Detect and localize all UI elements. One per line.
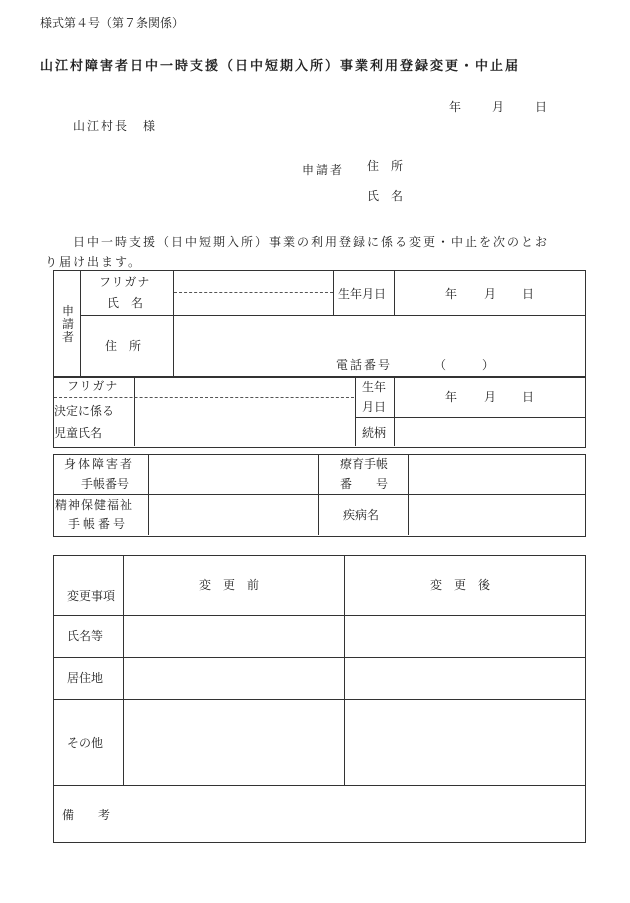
child-label-2: 児童氏名: [54, 426, 103, 440]
physical-handbook-label-2: 手帳番号: [81, 477, 130, 491]
remarks-label: 備 考: [62, 808, 111, 822]
mental-handbook-label-1: 精神保健福祉: [55, 498, 134, 512]
phone-paren-open: （: [434, 358, 447, 372]
mental-handbook-label-2: 手帳番号: [68, 517, 129, 531]
child-furigana-label: フリガナ: [67, 379, 119, 393]
child-birth-month: 月: [484, 390, 497, 404]
before-change-header: 変 更 前: [199, 578, 260, 592]
rehab-handbook-label-2: 番 号: [340, 477, 389, 491]
child-label-1: 決定に係る: [54, 404, 115, 418]
header-date-year: 年: [449, 100, 462, 114]
birthdate-day: 日: [522, 287, 535, 301]
rehab-handbook-label-1: 療育手帳: [340, 457, 389, 471]
addressee: 山江村長 様: [73, 119, 158, 133]
furigana-label: フリガナ: [99, 275, 151, 289]
intro-line-2: り届け出ます。: [45, 255, 143, 269]
applicant-vertical-3: 者: [62, 330, 75, 344]
applicant-address-label: 住 所: [367, 159, 404, 173]
row-other-label: その他: [67, 736, 104, 750]
row-name-label: 氏名等: [67, 629, 104, 643]
birthdate-label: 生年月日: [338, 287, 387, 301]
birthdate-month: 月: [484, 287, 497, 301]
applicant-vertical-1: 申: [62, 304, 75, 318]
physical-handbook-label-1: 身体障害者: [64, 457, 135, 471]
header-date-month: 月: [492, 100, 505, 114]
name-label: 氏 名: [107, 296, 144, 310]
address-label: 住 所: [105, 339, 142, 353]
child-birth-label-2: 月日: [362, 400, 387, 414]
applicant-vertical-2: 請: [62, 317, 75, 331]
phone-label: 電話番号: [336, 358, 393, 372]
applicant-label: 申請者: [302, 163, 345, 177]
child-birth-year: 年: [445, 390, 458, 404]
page-title: 山江村障害者日中一時支援（日中短期入所）事業利用登録変更・中止届: [40, 59, 521, 74]
disease-label: 疾病名: [343, 508, 380, 522]
header-date-day: 日: [535, 100, 548, 114]
applicant-name-label: 氏 名: [367, 189, 404, 203]
child-birth-day: 日: [522, 390, 535, 404]
intro-line-1: 日中一時支援（日中短期入所）事業の利用登録に係る変更・中止を次のとお: [73, 235, 550, 249]
child-table: [53, 376, 586, 448]
after-change-header: 変 更 後: [430, 578, 491, 592]
change-items-header: 変更事項: [67, 589, 116, 603]
row-residence-label: 居住地: [67, 671, 104, 685]
phone-paren-close: ）: [482, 358, 495, 372]
form-number: 様式第４号（第７条関係）: [40, 16, 185, 30]
relationship-label: 続柄: [362, 426, 387, 440]
birthdate-year: 年: [445, 287, 458, 301]
child-birth-label-1: 生年: [362, 380, 387, 394]
